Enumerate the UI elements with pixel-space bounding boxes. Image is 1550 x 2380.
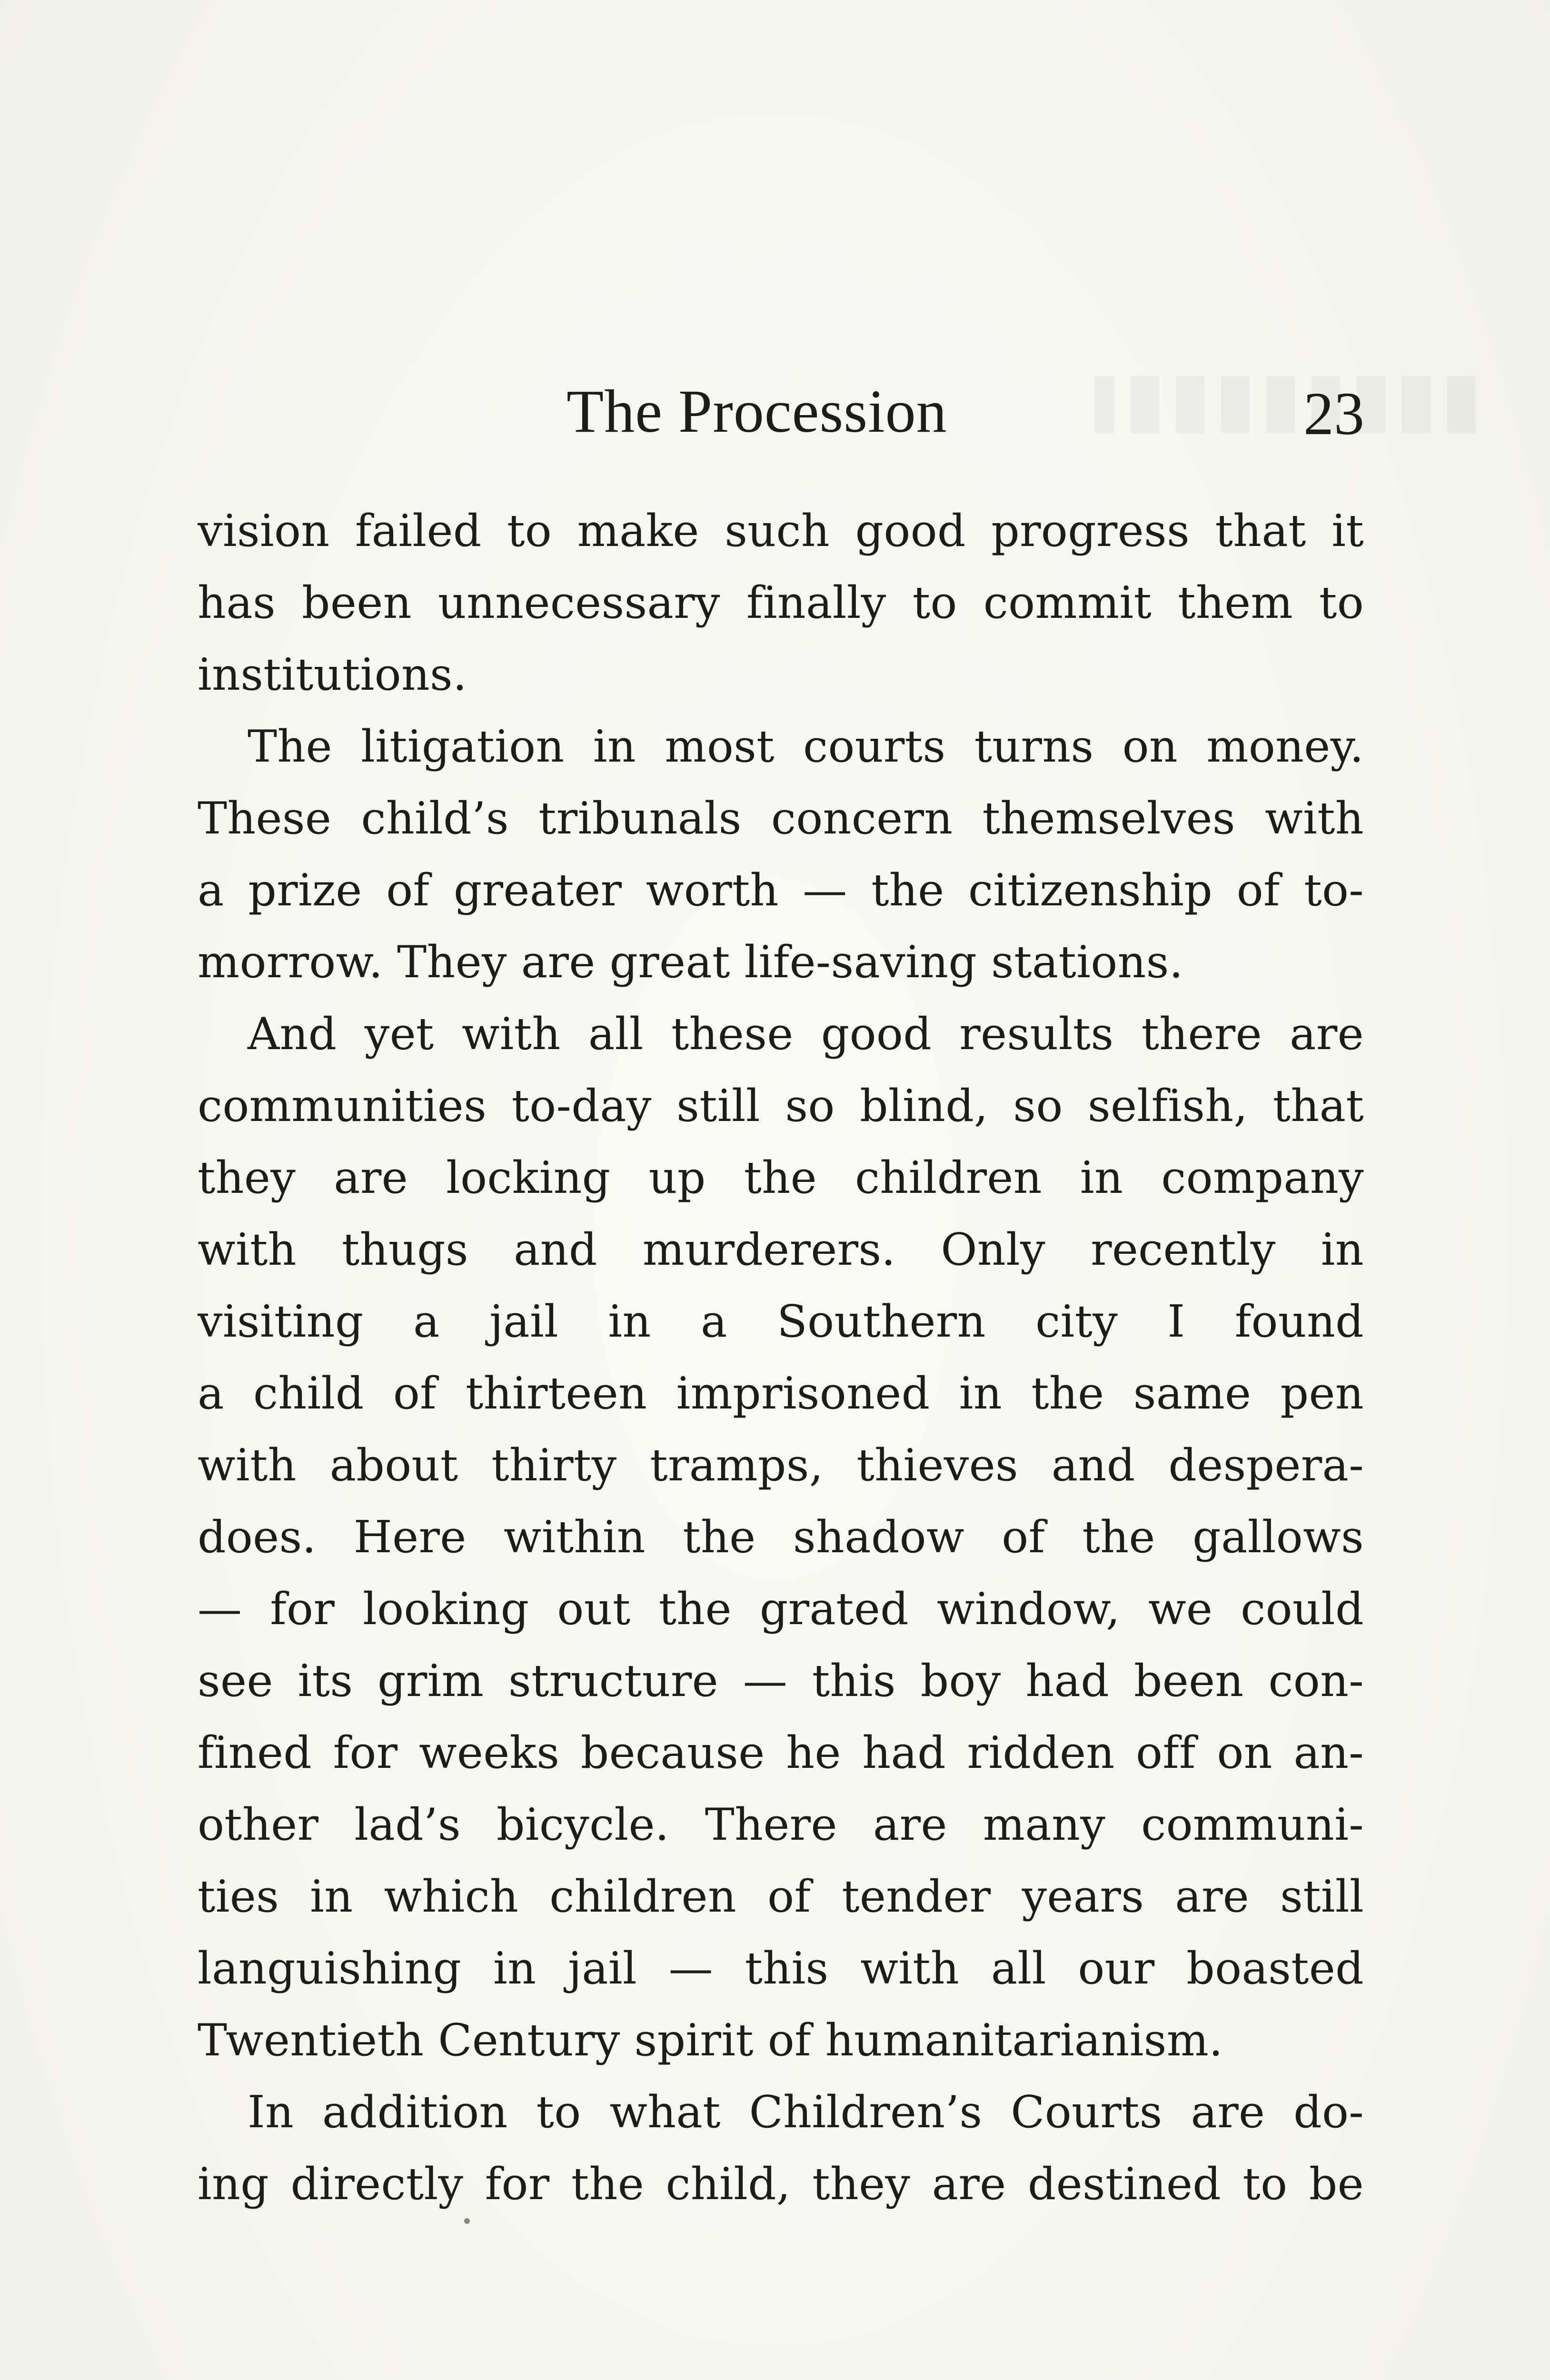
text-line: In addition to what Children’s Courts are do- — [248, 2086, 1364, 2138]
running-head-title: The Procession — [566, 377, 947, 445]
text-line: vision failed to make such good progress that it — [198, 505, 1364, 556]
text-line: fined for weeks because he had ridden off on an- — [198, 1727, 1364, 1778]
bleed-through-shadow — [1095, 376, 1476, 433]
text-line: The litigation in most courts turns on money. — [248, 721, 1364, 772]
text-line: Twentieth Century spirit of humanitarianism. — [198, 2014, 1223, 2066]
text-line: see its grim structure — this boy had been con- — [198, 1655, 1364, 1706]
body-text — [198, 495, 1364, 2220]
text-line: with about thirty tramps, thieves and despera- — [198, 1439, 1364, 1491]
text-line: a child of thirteen imprisoned in the same pen — [198, 1368, 1364, 1419]
text-line: other lad’s bicycle. There are many communi- — [198, 1799, 1364, 1850]
text-line: does. Here within the shadow of the gallows — [198, 1511, 1364, 1563]
text-line: has been unnecessary finally to commit them to — [198, 577, 1364, 628]
text-line: morrow. They are great life-saving stations. — [198, 936, 1183, 988]
text-line: a prize of greater worth — the citizenship of to- — [198, 864, 1364, 916]
text-line: communities to-day still so blind, so selfish, that — [198, 1080, 1364, 1131]
text-line: And yet with all these good results there are — [248, 1008, 1364, 1060]
text-line: with thugs and murderers. Only recently in — [198, 1224, 1364, 1275]
text-line: ing directly for the child, they are destined to be — [198, 2158, 1364, 2210]
text-line: institutions. — [198, 649, 467, 700]
text-line: visiting a jail in a Southern city I found — [198, 1296, 1364, 1347]
text-line: — for looking out the grated window, we could — [198, 1583, 1364, 1635]
page-number: 23 — [1303, 380, 1364, 447]
text-line: These child’s tribunals concern themselves with — [198, 793, 1364, 844]
text-line: ties in which children of tender years are still — [198, 1871, 1364, 1922]
text-line: they are locking up the children in company — [198, 1152, 1364, 1203]
text-line: languishing in jail — this with all our boasted — [198, 1943, 1364, 1994]
ink-speck — [464, 2218, 470, 2224]
